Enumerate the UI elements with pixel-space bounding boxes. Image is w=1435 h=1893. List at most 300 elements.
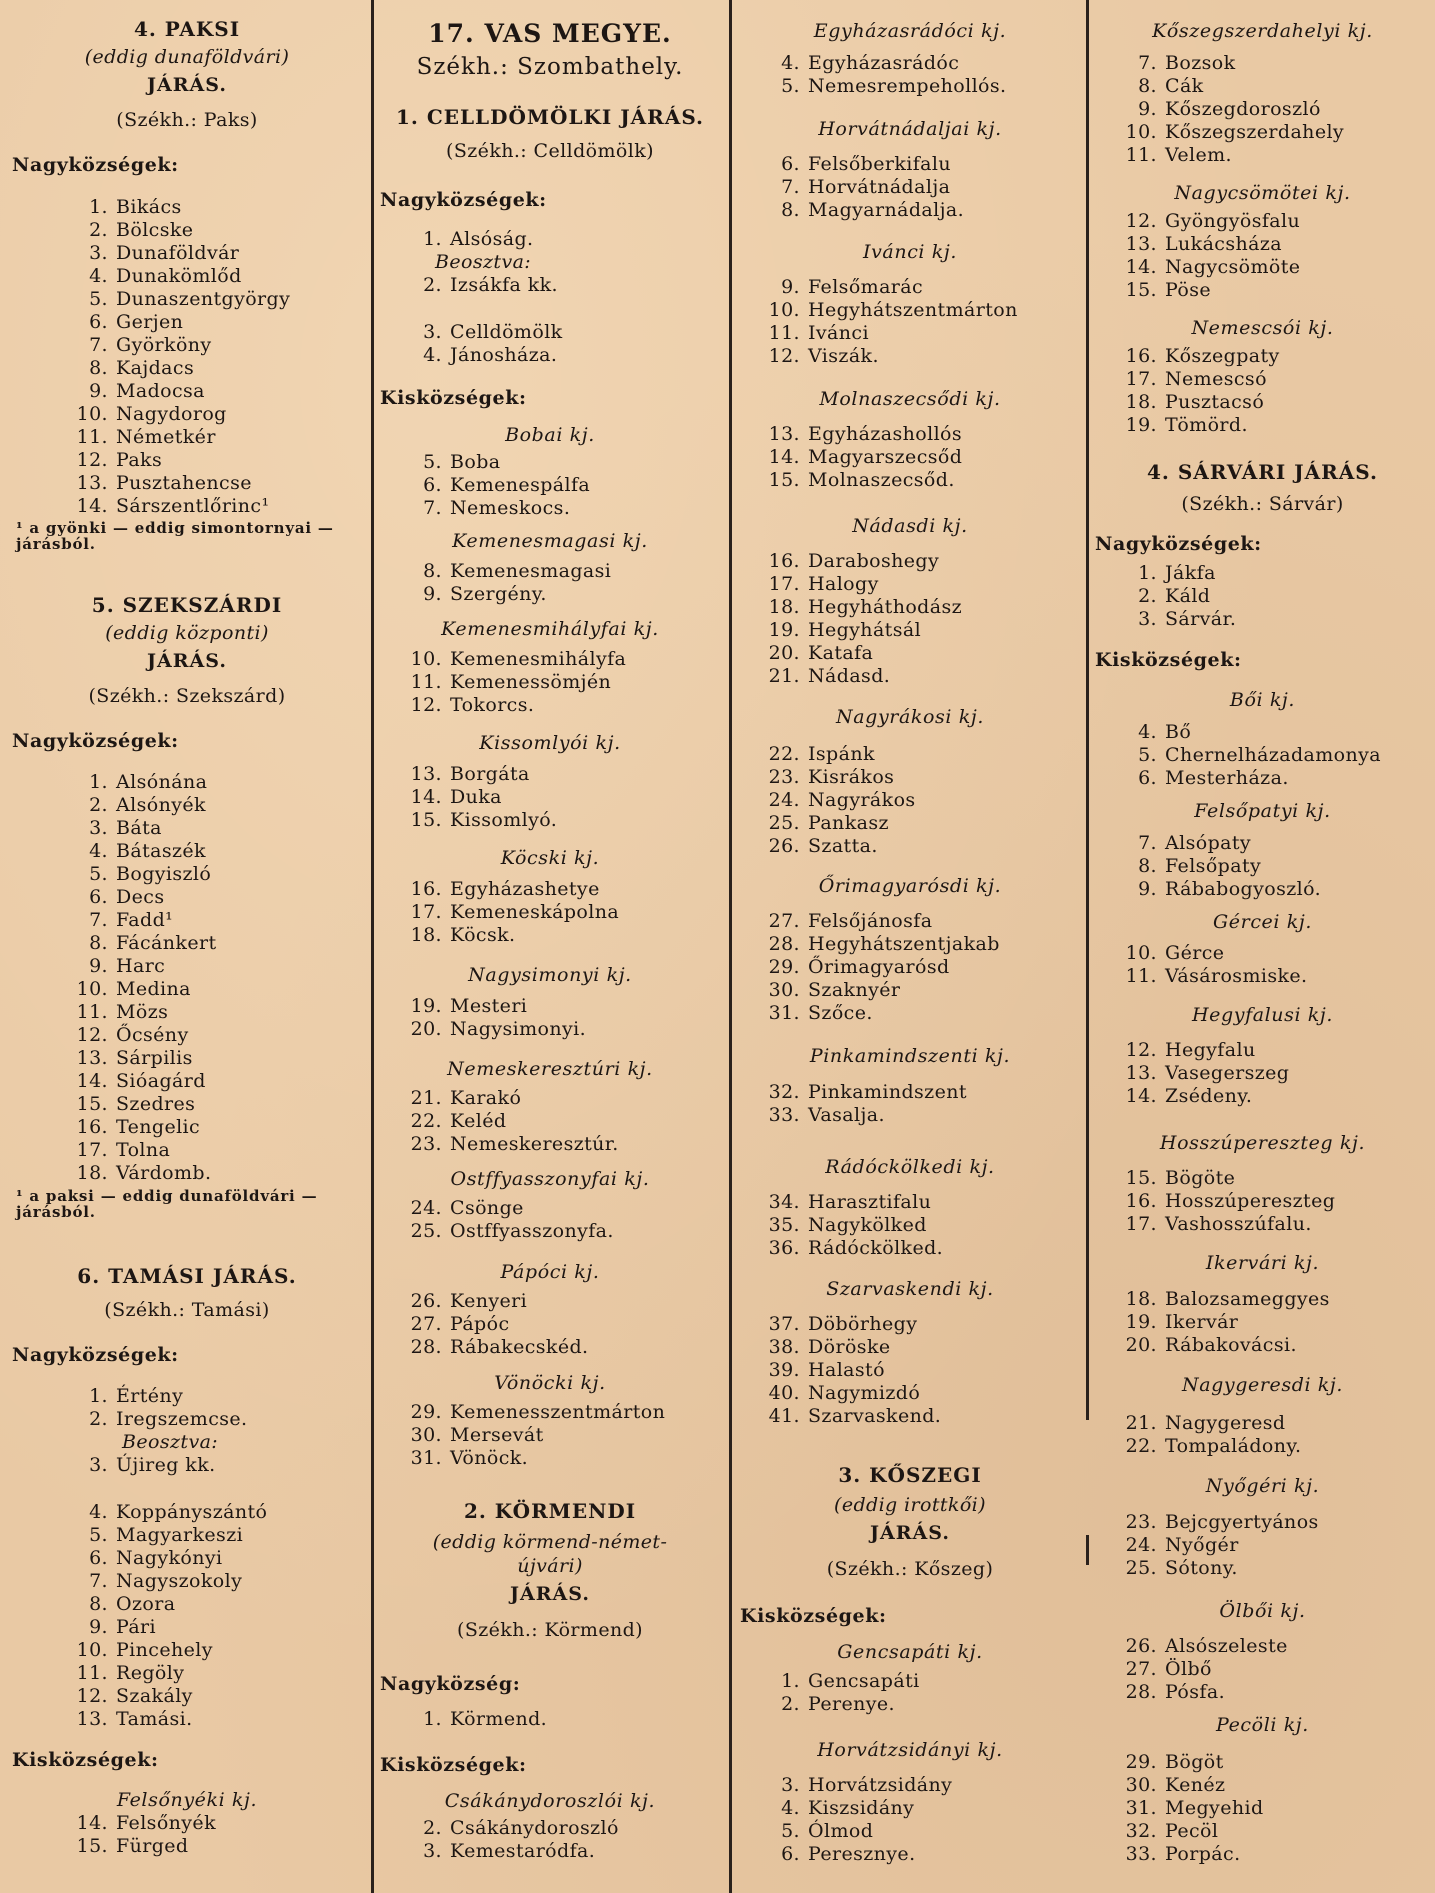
district-heading: Bobai kj. [505,424,595,446]
item-number: 2. [89,1408,108,1430]
item-name: Németkér [116,426,216,448]
item-number: 7. [89,1570,108,1592]
list-item [380,1336,720,1359]
district-heading: Molnaszecsődi kj. [819,388,1001,410]
item-number: 8. [89,357,108,379]
item-number: 27. [1125,1658,1157,1680]
item-name: Ikervár [1165,1311,1239,1333]
column-divider [1086,1535,1089,1565]
item-number: 17. [768,573,800,595]
item-number: 10. [76,978,108,1000]
item-number: 7. [89,334,108,356]
item-number: 6. [1138,767,1157,789]
item-number: 12. [76,1024,108,1046]
list-item [46,472,362,495]
list-item [740,1359,1080,1382]
list-item [380,451,720,474]
list-item [740,766,1080,789]
list-item [380,1401,720,1424]
item-number: 21. [768,665,800,687]
list-item [380,1133,720,1156]
list-item [740,75,1080,98]
item-number: 32. [1125,1820,1157,1842]
list-item [46,1708,362,1731]
item-name: Kiszsidány [808,1797,915,1819]
item-number: 21. [1125,1412,1157,1434]
district-heading: Vönöcki kj. [494,1372,606,1394]
list-item [380,1110,720,1133]
list-item [46,794,362,817]
item-number: 7. [423,497,442,519]
item-name: Pinkamindszent [808,1081,967,1103]
item-name: Ostffyasszonyfa. [450,1220,614,1242]
item-number: 3. [89,1454,108,1476]
item-name: Halastó [808,1359,885,1381]
district-heading: Nagysimonyi kj. [468,964,632,986]
district-heading: Bői kj. [1229,689,1296,711]
district-heading: Egyházasrádóci kj. [813,20,1007,42]
seat-label: (Székh.: Sárvár) [1181,493,1344,515]
item-name: Bikács [116,196,182,218]
list-item [1095,391,1430,414]
item-name: Borgáta [450,763,530,785]
list-item [1095,1412,1430,1435]
item-name: Szergény. [450,583,547,605]
item-name: Kemenespálfa [450,474,591,496]
list-item [1095,1213,1430,1236]
item-number: 6. [781,1843,800,1865]
item-number: 1. [423,1708,442,1730]
district-heading: Pápóci kj. [500,1261,600,1283]
item-name: Rábabogyoszló. [1165,878,1322,900]
list-item [1095,721,1430,744]
item-name: Szaknyér [808,979,901,1001]
list-item [46,1593,362,1616]
item-name: Pecöl [1165,1820,1219,1842]
list-item [1095,767,1430,790]
item-number: 38. [768,1336,800,1358]
item-number: 12. [1125,210,1157,232]
item-number: 23. [768,766,800,788]
section-heading: Kisközségek: [1095,649,1242,671]
item-number: 5. [781,75,800,97]
list-item [46,932,362,955]
item-name: Nyőgér [1165,1534,1239,1556]
list-item [740,550,1080,573]
list-item [380,1840,720,1863]
district-heading: Ölbői kj. [1219,1600,1306,1622]
list-item [380,474,720,497]
item-name: Dunaföldvár [116,242,240,264]
item-number: 8. [1138,75,1157,97]
list-item [1095,1190,1430,1213]
item-name: Zsédeny. [1165,1085,1253,1107]
list-item [1095,1681,1430,1704]
district-title: 3. KŐSZEGI [838,1463,982,1487]
list-item [740,1797,1080,1820]
list-item [380,228,720,251]
item-name: Döbörhegy [808,1313,918,1335]
item-name: Nagydorog [116,403,227,425]
item-name: Csönge [450,1197,524,1219]
district-heading: Horvátzsidányi kj. [817,1739,1003,1761]
item-name: Gérce [1165,942,1225,964]
list-item [1095,1820,1430,1843]
item-number: 11. [76,426,108,448]
item-name: Rábakecskéd. [450,1336,589,1358]
item-name: Koppányszántó [116,1501,268,1523]
list-item [1095,144,1430,167]
column-1 [12,8,362,1893]
item-number: 14. [76,1070,108,1092]
list-item [740,1104,1080,1127]
item-number: 30. [768,979,800,1001]
item-number: 5. [423,451,442,473]
district-heading: Kissomlyói kj. [479,732,621,754]
item-name: Kemeneskápolna [450,901,620,923]
item-name: Sárszentlőrinc¹ [116,495,270,517]
item-name: Nemeskocs. [450,497,571,519]
item-name: Szedres [116,1093,196,1115]
item-name: Nagygeresd [1165,1412,1286,1434]
item-number: 13. [76,472,108,494]
item-number: 16. [1125,1190,1157,1212]
item-number: 17. [1125,368,1157,390]
item-number: 24. [768,789,800,811]
list-item [1095,1062,1430,1085]
item-name: Daraboshegy [808,550,940,572]
item-name: Hegyháthodász [808,596,963,618]
seat-label: (Székh.: Szekszárd) [88,685,286,707]
list-item [740,1191,1080,1214]
item-name: Kemenesmihályfa [450,648,627,670]
district-heading: Kemenesmagasi kj. [452,530,648,552]
list-item [1095,210,1430,233]
list-item [1095,1635,1430,1658]
district-title: 1. CELLDÖMÖLKI JÁRÁS. [395,105,705,129]
list-item [1095,52,1430,75]
former-name: újvári) [517,1555,583,1577]
item-name: Csákánydoroszló [450,1817,619,1839]
item-number: 31. [768,1002,800,1024]
item-name: Lukácsháza [1165,233,1282,255]
item-name: Peresznye. [808,1843,916,1865]
item-name: Velem. [1165,144,1232,166]
item-number: 4. [89,840,108,862]
list-item [380,344,720,367]
item-name: Alsószeleste [1165,1635,1288,1657]
item-number: 14. [1125,256,1157,278]
list-item [740,619,1080,642]
item-number: 1. [781,1670,800,1692]
item-number: 11. [1125,965,1157,987]
item-number: 1. [423,228,442,250]
list-item [46,886,362,909]
list-item [740,1081,1080,1104]
jaras-label: JÁRÁS. [870,1522,950,1544]
item-name: Kenyeri [450,1290,528,1312]
item-number: 28. [410,1336,442,1358]
item-number: 12. [76,449,108,471]
list-item [46,1685,362,1708]
item-number: 4. [781,52,800,74]
section-heading: Kisközségek: [380,1754,527,1776]
list-item [380,274,720,297]
beosztva-label: Beosztva: [435,251,532,273]
list-item [740,910,1080,933]
item-number: 9. [781,276,800,298]
district-heading: Pecöli kj. [1216,1714,1309,1736]
item-name: Magyarnádalja. [808,199,965,221]
item-name: Pankasz [808,812,889,834]
list-item [46,1524,362,1547]
list-item [46,1454,362,1477]
list-item [1095,233,1430,256]
list-item [740,665,1080,688]
item-name: Nagykölked [808,1214,927,1236]
list-item [740,789,1080,812]
item-name: Nagykónyi [116,1547,223,1569]
item-number: 1. [1138,562,1157,584]
list-item [46,1639,362,1662]
district-heading: Nagygeresdi kj. [1181,1374,1344,1396]
item-number: 8. [781,199,800,221]
item-name: Kisrákos [808,766,895,788]
item-number: 16. [76,1116,108,1138]
item-number: 34. [768,1191,800,1213]
list-item [740,469,1080,492]
district-heading: Nagycsömötei kj. [1174,182,1351,204]
item-number: 9. [89,1616,108,1638]
item-name: Nemescsó [1165,368,1267,390]
item-number: 12. [410,694,442,716]
item-name: Bozsok [1165,52,1236,74]
item-name: Porpác. [1165,1843,1241,1865]
item-name: Alsópaty [1165,832,1252,854]
section-heading: Nagyközség: [380,1673,521,1695]
item-number: 37. [768,1313,800,1335]
item-number: 19. [1125,414,1157,436]
list-item [740,812,1080,835]
item-number: 9. [423,583,442,605]
item-number: 15. [76,1835,108,1857]
item-name: Mesterháza. [1165,767,1289,789]
item-number: 15. [768,469,800,491]
list-item [1095,279,1430,302]
item-name: Vönöck. [450,1447,529,1469]
item-number: 7. [1138,832,1157,854]
item-number: 25. [1125,1557,1157,1579]
list-item [380,321,720,344]
list-item [380,1220,720,1243]
list-item [380,924,720,947]
item-number: 18. [1125,1288,1157,1310]
item-number: 16. [1125,345,1157,367]
item-name: Karakó [450,1087,522,1109]
list-item [46,357,362,380]
item-name: Bogyiszló [116,863,212,885]
item-name: Molnaszecsőd. [808,469,955,491]
item-name: Cák [1165,75,1204,97]
item-name: Medina [116,978,191,1000]
list-item [46,1812,362,1835]
list-item [46,1835,362,1858]
district-heading: Nemescsói kj. [1191,317,1334,339]
item-name: Pápóc [450,1313,510,1335]
list-item [46,1162,362,1185]
list-item [46,909,362,932]
item-number: 39. [768,1359,800,1381]
list-item [740,1693,1080,1716]
item-name: Bögöt [1165,1751,1224,1773]
list-item [740,52,1080,75]
list-item [1095,1288,1430,1311]
item-name: Horvátzsidány [808,1774,953,1796]
list-item [740,835,1080,858]
item-number: 40. [768,1382,800,1404]
district-heading: Nagyrákosi kj. [836,706,984,728]
item-number: 21. [410,1087,442,1109]
list-item [740,199,1080,222]
former-name: (eddig irottkői) [834,1494,986,1516]
list-item [740,596,1080,619]
item-name: Egyházashetye [450,878,600,900]
item-name: Nagycsömöte [1165,256,1301,278]
item-name: Nagyrákos [808,789,916,811]
item-number: 26. [768,835,800,857]
item-name: Alsónyék [116,794,206,816]
list-item [1095,414,1430,437]
item-name: Magyarkeszi [116,1524,244,1546]
item-number: 28. [1125,1681,1157,1703]
list-item [1095,1557,1430,1580]
district-heading: Rádóckölkedi kj. [825,1156,995,1178]
item-number: 4. [1138,721,1157,743]
item-name: Kemenesmagasi [450,560,612,582]
item-number: 8. [1138,855,1157,877]
list-item [1095,1534,1430,1557]
list-item [740,1670,1080,1693]
item-number: 22. [1125,1435,1157,1457]
list-item [46,242,362,265]
item-number: 8. [89,932,108,954]
item-name: Györköny [116,334,212,356]
item-number: 13. [76,1708,108,1730]
item-number: 26. [1125,1635,1157,1657]
item-name: Vashosszúfalu. [1165,1213,1312,1235]
item-name: Nagymizdó [808,1382,921,1404]
list-item [380,995,720,1018]
list-item [1095,1311,1430,1334]
list-item [740,1843,1080,1866]
list-item [380,878,720,901]
list-item [46,817,362,840]
item-name: Balozsameggyes [1165,1288,1330,1310]
district-heading: Nyőgéri kj. [1205,1475,1320,1497]
list-item [46,426,362,449]
item-number: 3. [781,1774,800,1796]
section-heading: Kisközségek: [380,387,527,409]
list-item [46,288,362,311]
item-name: Báta [116,817,162,839]
item-number: 5. [89,863,108,885]
item-number: 33. [768,1104,800,1126]
item-number: 33. [1125,1843,1157,1865]
item-name: Szakály [116,1685,193,1707]
county-seat: Székh.: Szombathely. [416,54,684,80]
list-item [46,334,362,357]
seat-label: (Székh.: Paks) [116,109,258,131]
list-item [740,299,1080,322]
item-name: Ölbő [1165,1658,1212,1680]
list-item [740,956,1080,979]
list-item [1095,121,1430,144]
section-heading: Nagyközségek: [12,154,179,176]
item-name: Magyarszecsőd [808,446,963,468]
item-number: 1. [89,1385,108,1407]
item-name: Hegyhátszentmárton [808,299,1018,321]
item-name: Tolna [116,1139,171,1161]
item-name: Sióagárd [116,1070,206,1092]
item-name: Nádasd. [808,665,891,687]
list-item [740,1237,1080,1260]
list-item [740,176,1080,199]
item-number: 11. [76,1662,108,1684]
item-name: Értény [116,1385,184,1407]
item-number: 11. [410,671,442,693]
list-item [46,1139,362,1162]
item-number: 9. [89,380,108,402]
item-name: Újireg kk. [116,1454,216,1476]
list-item [1095,345,1430,368]
column-divider [729,0,732,1893]
list-item [740,1214,1080,1237]
item-name: Sárpilis [116,1047,193,1069]
item-name: Katafa [808,642,874,664]
item-number: 14. [1125,1085,1157,1107]
item-name: Nagysimonyi. [450,1018,587,1040]
list-item [380,1018,720,1041]
list-item [380,1197,720,1220]
item-number: 36. [768,1237,800,1259]
list-item [1095,1797,1430,1820]
list-item [46,1547,362,1570]
item-name: Kőszegpaty [1165,345,1280,367]
item-name: Halogy [808,573,879,595]
item-number: 10. [76,403,108,425]
item-number: 20. [1125,1334,1157,1356]
item-name: Pincehely [116,1639,213,1661]
list-item [1095,1167,1430,1190]
district-title: 2. KÖRMENDI [463,1499,637,1523]
list-item [46,1570,362,1593]
item-number: 4. [89,1501,108,1523]
item-name: Izsákfa kk. [450,274,558,296]
list-item [1095,878,1430,901]
list-item [740,345,1080,368]
item-number: 29. [1125,1751,1157,1773]
item-number: 29. [768,956,800,978]
list-item [46,1116,362,1139]
item-name: Döröske [808,1336,891,1358]
item-number: 15. [76,1093,108,1115]
item-name: Gencsapáti [808,1670,920,1692]
item-number: 3. [423,321,442,343]
item-name: Nagyszokoly [116,1570,243,1592]
list-item [1095,1334,1430,1357]
item-number: 19. [1125,1311,1157,1333]
item-name: Fácánkert [116,932,217,954]
